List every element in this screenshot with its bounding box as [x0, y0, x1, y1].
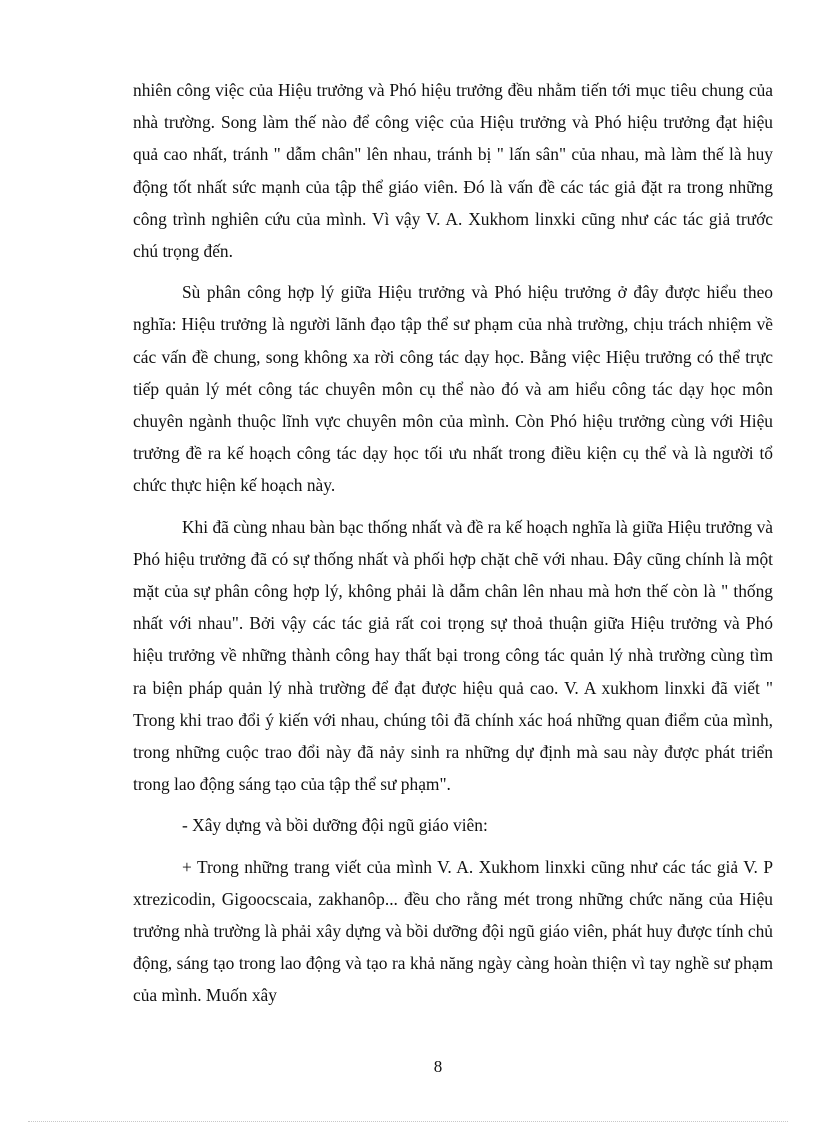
page-bottom-divider: [28, 1121, 788, 1122]
section-heading-staff-building: - Xây dựng và bồi dưỡng đội ngũ giáo viên:: [182, 815, 488, 836]
page-number: 8: [433, 1057, 443, 1076]
body-text: [133, 74, 773, 1012]
paragraph-staff-building: + Trong những trang viết của mình V. A. Xukhom linxki cũng như các tác giả V. P xtrezicodin, Gigoocscaia, zakhanôp... đều cho rằng mét trong những chức năng của Hiệu trưởng nhà trường là phải xây dựng và bồi dưỡng đội ngũ giáo viên, phát huy được tính chủ động, sáng tạo trong lao động và tạo ra khả năng ngày càng hoàn thiện vì tay nghề sư phạm của mình. Muốn xây: [133, 856, 773, 1006]
paragraph-agreement: Khi đã cùng nhau bàn bạc thống nhất và đề ra kế hoạch nghĩa là giữa Hiệu trưởng và Phó hiệu trưởng đã có sự thống nhất và phối hợp chặt chẽ với nhau. Đây cũng chính là một mặt của sự phân công hợp lý, không phải là dẫm chân lên nhau mà hơn thế còn là " thống nhất với nhau". Bởi vậy các tác giả rất coi trọng sự thoả thuận giữa Hiệu trưởng và Phó hiệu trưởng về những thành công hay thất bại trong công tác quản lý nhà trường cùng tìm ra biện pháp quản lý nhà trường để đạt được hiệu quả cao. V. A xukhom linxki đã viết " Trong khi trao đổi ý kiến với nhau, chúng tôi đã chính xác hoá những quan điểm của mình, trong những cuộc trao đổi này đã nảy sinh ra những dự định mà sau này được phát triển trong lao động sáng tạo của tập thể sư phạm".: [133, 516, 773, 795]
paragraph-division-of-duties: Sù phân công hợp lý giữa Hiệu trưởng và Phó hiệu trưởng ở đây được hiểu theo nghĩa: Hiệu trưởng là người lãnh đạo tập thể sư phạm của nhà trường, chịu trách nhiệm về các vấn đề chung, song không xa rời công tác dạy học. Bằng việc Hiệu trưởng có thể trực tiếp quản lý mét công tác chuyên môn cụ thể nào đó và am hiểu công tác dạy học môn chuyên ngành thuộc lĩnh vực chuyên môn của mình. Còn Phó hiệu trưởng cùng với Hiệu trưởng đề ra kế hoạch công tác dạy học tối ưu nhất trong điều kiện cụ thể và là người tổ chức thực hiện kế hoạch này.: [133, 282, 773, 496]
paragraph-continuation: nhiên công việc của Hiệu trưởng và Phó hiệu trưởng đều nhằm tiến tới mục tiêu chung của nhà trường. Song làm thế nào để công việc của Hiệu trưởng và Phó hiệu trưởng đạt hiệu quả cao nhất, tránh " dẫm chân" lên nhau, tránh bị " lấn sân" của nhau, mà làm thế là huy động tốt nhất sức mạnh của tập thể giáo viên. Đó là vấn đề các tác giả đặt ra trong những công trình nghiên cứu của mình. Vì vậy V. A. Xukhom linxki cũng như các tác giả trước chú trọng đến.: [133, 80, 773, 262]
